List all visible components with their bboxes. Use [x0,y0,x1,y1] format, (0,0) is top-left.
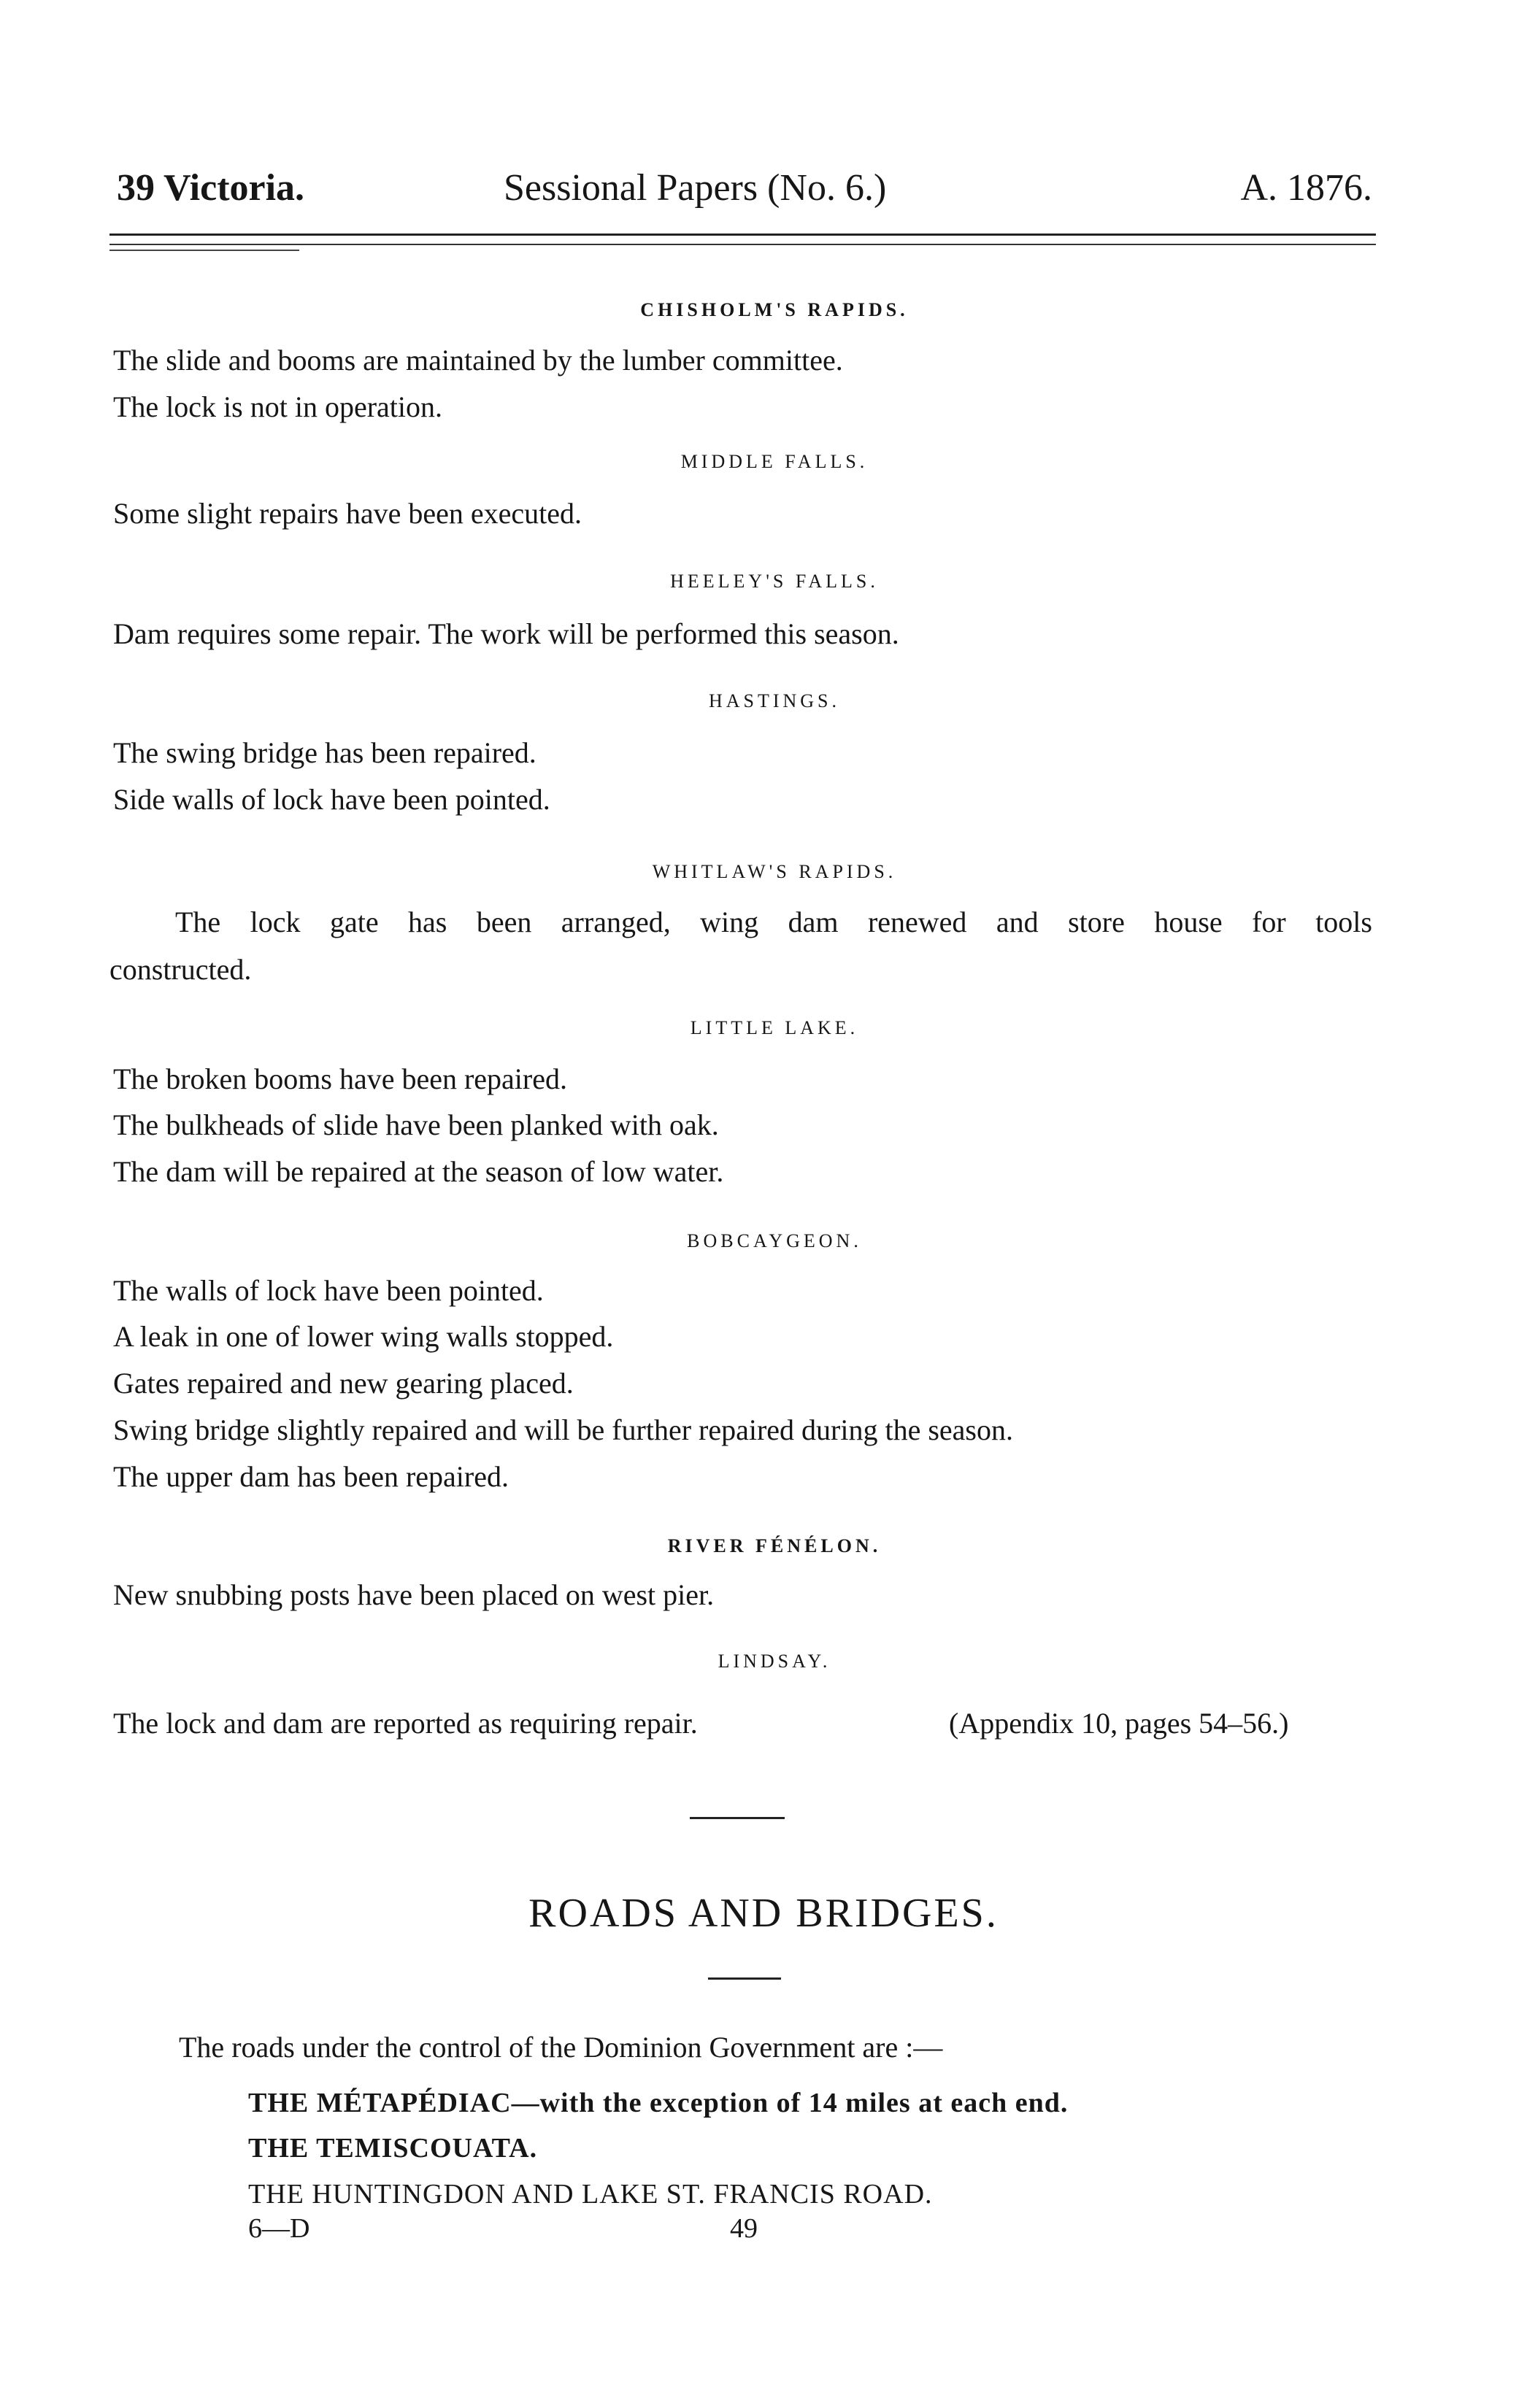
section-line: constructed. [109,953,252,986]
section-heading-lindsay: LINDSAY. [718,1651,831,1672]
running-header [117,166,1372,225]
section-line: The upper dam has been repaired. [113,1460,509,1493]
appendix-reference: (Appendix 10, pages 54–56.) [949,1707,1289,1740]
section-line-text: Swing bridge slightly repaired and will be further repaired during the season. [113,1413,1013,1446]
section-line: The lock is not in operation. [113,390,443,423]
section-line [113,1413,1013,1447]
section-line [175,905,1372,939]
section-line-text: The lock gate has been arranged, wing dam renewed and store house for tools [175,906,1372,938]
page-number: 49 [730,2213,758,2244]
printer-signature: 6—D [248,2213,310,2244]
section-line: Gates repaired and new gearing placed. [113,1367,574,1400]
road-item: THE TEMISCOUATA. [248,2133,538,2164]
section-line: Side walls of lock have been pointed. [113,783,550,816]
title-divider [708,1977,781,1980]
section-heading-heeleys-falls: HEELEY'S FALLS. [670,571,879,592]
section-heading-chisholms-rapids: CHISHOLM'S RAPIDS. [640,299,909,320]
section-line: The swing bridge has been repaired. [113,736,536,769]
section-divider [690,1817,785,1819]
section-heading-whitlaws-rapids: WHITLAW'S RAPIDS. [652,861,897,882]
header-title: Sessional Papers (No. 6.) [504,167,887,209]
header-volume: 39 Victoria. [117,167,305,209]
section-line: New snubbing posts have been placed on west pier. [113,1578,715,1611]
roads-and-bridges-title: ROADS AND BRIDGES. [528,1891,999,1936]
header-rule-accent [109,250,299,251]
section-line: Dam requires some repair. The work will be performed this season. [113,617,899,650]
section-line: The slide and booms are maintained by the lumber committee. [113,344,843,377]
header-rule-thin [109,244,1376,245]
section-line: The walls of lock have been pointed. [113,1274,544,1307]
section-heading-river-fenelon: RIVER FÉNÉLON. [667,1535,882,1556]
road-item: THE HUNTINGDON AND LAKE ST. FRANCIS ROAD. [248,2179,933,2210]
section-line: The bulkheads of slide have been planked with oak. [113,1108,719,1141]
section-heading-middle-falls: MIDDLE FALLS. [680,451,869,472]
section-line: The broken booms have been repaired. [113,1062,567,1095]
header-year: A. 1876. [1240,167,1372,209]
section-line: A leak in one of lower wing walls stopped. [113,1320,614,1353]
section-line: The lock and dam are reported as requiring repair. [113,1707,698,1740]
section-heading-hastings: HASTINGS. [708,690,841,711]
roads-intro: The roads under the control of the Dominion Government are :— [179,2031,943,2064]
section-line: The dam will be repaired at the season of low water. [113,1155,724,1188]
section-heading-bobcaygeon: BOBCAYGEON. [687,1230,862,1251]
road-item: THE MÉTAPÉDIAC—with the exception of 14 miles at each end. [248,2088,1069,2118]
header-rule [109,234,1376,236]
section-line: Some slight repairs have been executed. [113,497,582,530]
section-heading-little-lake: LITTLE LAKE. [690,1017,859,1038]
